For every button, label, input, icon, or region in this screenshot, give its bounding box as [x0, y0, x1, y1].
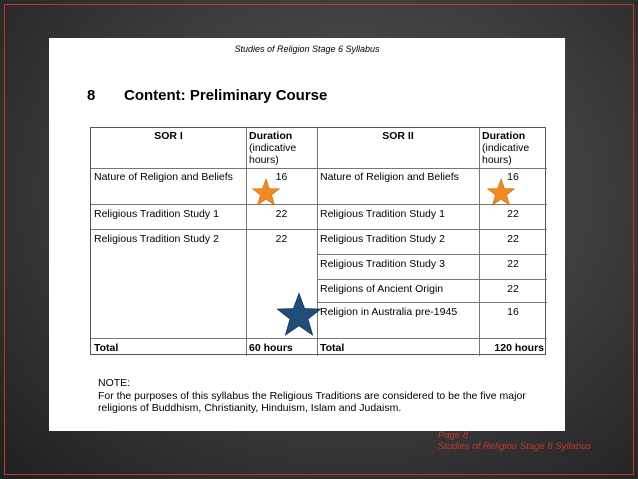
- footer-page: Page 8: [438, 430, 469, 441]
- note-block: [98, 377, 558, 415]
- row-divider: [317, 229, 547, 230]
- blue-star-icon: [275, 292, 323, 338]
- sor2-row-hours: 22: [507, 208, 519, 220]
- header-sor2: SOR II: [382, 130, 414, 142]
- row-divider: [317, 279, 547, 280]
- syllabus-page: [49, 38, 565, 431]
- orange-star-icon: [486, 178, 516, 207]
- sor1-row-label: Religious Tradition Study 1: [94, 208, 219, 220]
- section-number: 8: [87, 87, 96, 104]
- sor2-row-label: Religious Tradition Study 3: [320, 258, 445, 270]
- sor1-row-hours: 22: [275, 208, 288, 220]
- running-head: Studies of Religion Stage 6 Syllabus: [234, 44, 380, 54]
- sor2-row-label: Religion in Australia pre-1945: [320, 306, 458, 318]
- slide-footer: [438, 430, 598, 452]
- section-title: Content: Preliminary Course: [124, 87, 328, 104]
- total-label-sor1: Total: [94, 342, 119, 354]
- sor2-row-label: Nature of Religion and Beliefs: [320, 171, 459, 183]
- sor1-row-label: Religious Tradition Study 2: [94, 233, 219, 245]
- total-label-sor2: Total: [320, 342, 345, 354]
- row-divider: [91, 229, 317, 230]
- footer-source: Studies of Religion Stage 6 Syllabus: [438, 441, 592, 452]
- row-divider: [317, 302, 547, 303]
- sor1-row-hours: 22: [275, 233, 288, 245]
- header-duration-1: Duration (indicative hours): [249, 130, 297, 166]
- sor1-row-hours: 16: [275, 171, 288, 183]
- total-hours-sor1: 60 hours: [249, 342, 293, 354]
- sor2-row-hours: 16: [507, 171, 519, 183]
- section-heading: [87, 87, 327, 104]
- sor2-row-hours: 22: [507, 283, 519, 295]
- sor2-row-label: Religious Tradition Study 2: [320, 233, 445, 245]
- total-hours-sor2: 120 hours: [494, 342, 544, 354]
- sor2-row-label: Religions of Ancient Origin: [320, 283, 444, 295]
- total-divider: [91, 338, 547, 339]
- header-duration-2: Duration (indicative hours): [482, 130, 530, 166]
- orange-star-icon: [251, 178, 281, 207]
- sor2-row-label: Religious Tradition Study 1: [320, 208, 445, 220]
- sor2-row-hours: 16: [507, 306, 519, 318]
- sor1-row-label: Nature of Religion and Beliefs: [94, 171, 233, 183]
- note-text: For the purposes of this syllabus the Religious Traditions are considered to be the five major religions of Buddhism, Christianity, Hinduism, Islam and Judaism.: [98, 389, 526, 414]
- row-divider: [317, 254, 547, 255]
- note-title: NOTE:: [98, 377, 131, 389]
- sor2-row-hours: 22: [507, 258, 519, 270]
- sor2-row-hours: 22: [507, 233, 519, 245]
- header-sor1: SOR I: [154, 130, 183, 142]
- row-divider: [91, 204, 317, 205]
